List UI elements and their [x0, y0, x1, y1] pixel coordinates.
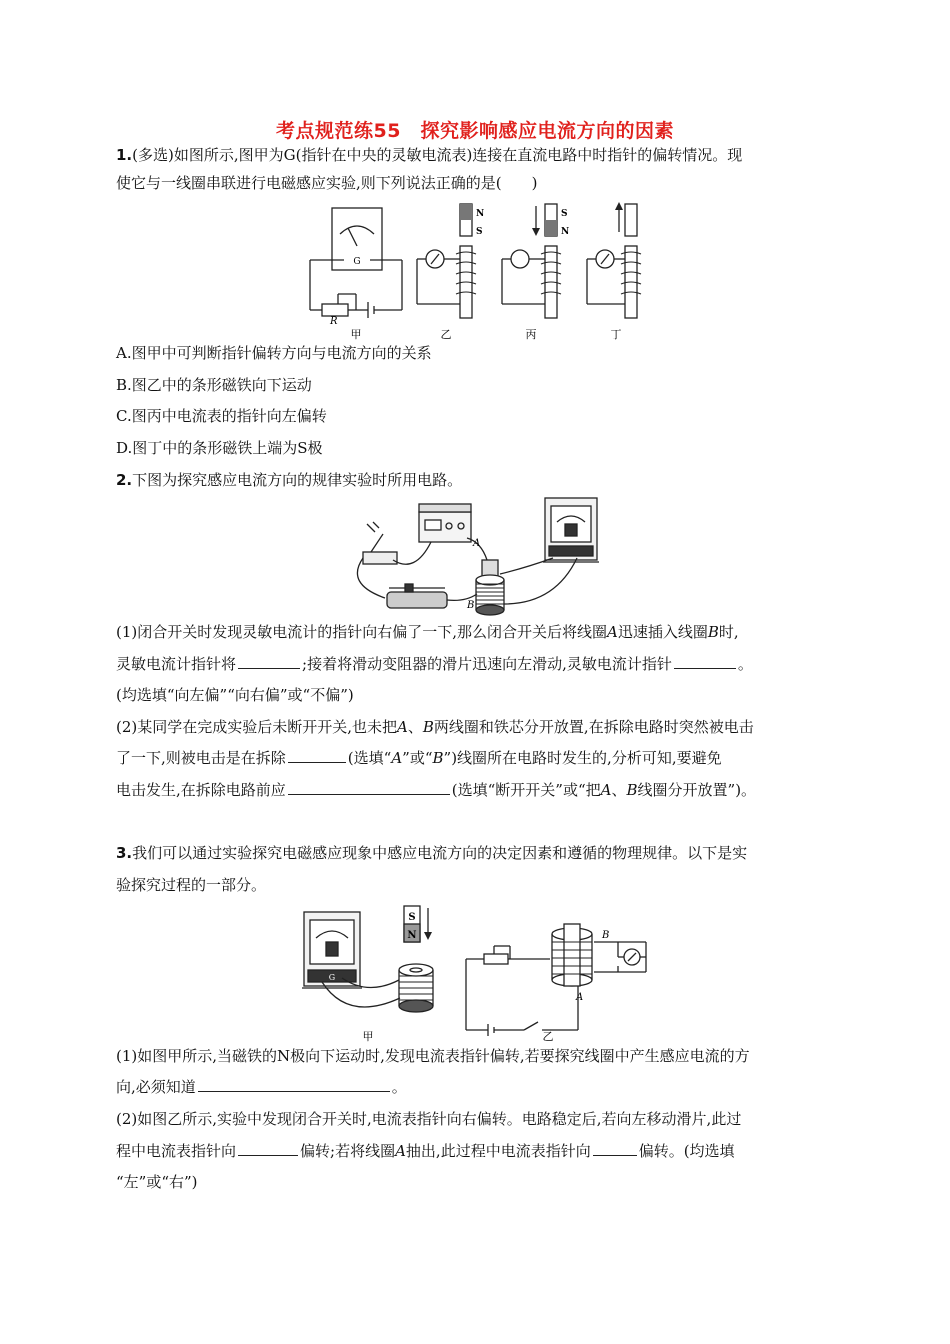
q2-text: ”或“ — [402, 749, 433, 767]
coil-a-ref: A — [391, 749, 403, 767]
q3-stem-line1 — [116, 843, 747, 863]
q2-text: ;接着将滑动变阻器的滑片迅速向左滑动,灵敏电流计指针 — [302, 655, 672, 673]
q2-text: 电击发生,在拆除电路前应 — [116, 781, 286, 799]
q2-part1-line2 — [116, 654, 753, 674]
coil-b-ref: B — [707, 623, 719, 641]
q2-text: (2)某同学在完成实验后未断开开关,也未把 — [116, 718, 398, 736]
q1-figure — [300, 198, 650, 344]
answer-blank[interactable] — [288, 748, 346, 763]
page-title: 考点规范练55 探究影响感应电流方向的因素 — [276, 120, 674, 142]
answer-blank[interactable] — [238, 1141, 298, 1156]
coil-a-ref: A — [395, 1142, 406, 1160]
fig1-jia-label: 甲 — [350, 328, 362, 341]
q2-text: 、 — [611, 781, 627, 799]
answer-blank[interactable] — [198, 1077, 390, 1092]
answer-blank[interactable] — [674, 654, 736, 669]
q2-part1-line1 — [116, 622, 739, 642]
q1-stem-line2 — [116, 173, 537, 193]
q2-text: 两线圈和铁芯分开放置,在拆除电路时突然被电击 — [433, 718, 754, 736]
q2-stem-text: 下图为探究感应电流方向的规律实验时所用电路。 — [132, 471, 463, 489]
q3-text: 偏转。(均选填 — [638, 1142, 735, 1160]
q1-number: 1. — [116, 146, 133, 164]
q2-text: ”)线圈所在电路时发生的,分析可知,要避免 — [443, 749, 722, 767]
q3-part2-line1: (2)如图乙所示,实验中发现闭合开关时,电流表指针向右偏转。电路稳定后,若向左移动滑片,此过 — [116, 1110, 742, 1128]
q2-text: 、 — [407, 718, 423, 736]
answer-blank[interactable] — [593, 1141, 637, 1156]
q1-text-1: (多选)如图所示,图甲为G(指针在中央的灵敏电流表)连接在直流电路中时指针的偏转情况。现 — [132, 146, 743, 164]
fig3-n-label: N — [407, 930, 417, 941]
q3-part1-line2 — [116, 1077, 407, 1097]
coil-b-ref: B — [626, 781, 638, 799]
q1-option-c: C.图丙中电流表的指针向左偏转 — [116, 407, 327, 425]
q1-option-d: D.图丁中的条形磁铁上端为S极 — [116, 439, 323, 457]
fig3-g-label: G — [328, 973, 336, 982]
fig1-s-label-2: S — [561, 209, 568, 219]
fig3-jia-label: 甲 — [362, 1030, 374, 1042]
q2-stem — [116, 470, 462, 490]
fig1-g-label: G — [353, 257, 361, 267]
answer-blank[interactable] — [238, 654, 300, 669]
q1-text-2: 使它与一线圈串联进行电磁感应实验,则下列说法正确的是( ) — [116, 174, 538, 192]
q3-text: 。 — [391, 1078, 407, 1096]
fig3-yi-label: 乙 — [542, 1030, 554, 1042]
fig3-b-label: B — [602, 930, 610, 941]
q2-text: (1)闭合开关时发现灵敏电流计的指针向右偏了一下,那么闭合开关后将线圈 — [116, 623, 608, 641]
q3-part2-line2 — [116, 1141, 735, 1161]
q3-text: 程中电流表指针向 — [116, 1142, 237, 1160]
q2-text: (选填“断开开关”或“把 — [451, 781, 601, 799]
fig2-b-label: B — [467, 600, 475, 611]
q2-text: (选填“ — [347, 749, 392, 767]
q2-part1-line3: (均选填“向左偏”“向右偏”或“不偏”) — [116, 686, 354, 704]
fig1-n-label: N — [476, 209, 485, 219]
q3-text: 偏转;若将线圈 — [300, 1142, 396, 1160]
q2-text: 。 — [737, 655, 753, 673]
q1-option-b: B.图乙中的条形磁铁向下运动 — [116, 376, 312, 394]
q2-part2-line1 — [116, 717, 754, 737]
q3-figure — [298, 902, 658, 1042]
fig1-bing-label: 丙 — [525, 328, 537, 341]
fig2-a-label: A — [473, 538, 481, 549]
q2-text: 线圈分开放置”)。 — [637, 781, 757, 799]
q2-part2-line2 — [116, 748, 722, 768]
coil-a-ref: A — [607, 623, 618, 641]
coil-b-ref: B — [422, 718, 434, 736]
q2-part2-line3 — [116, 780, 756, 800]
q2-text: 了一下,则被电击是在拆除 — [116, 749, 286, 767]
fig1-s-label: S — [476, 227, 483, 237]
fig1-yi-label: 乙 — [440, 328, 452, 341]
q2-text: 时, — [718, 623, 739, 641]
q3-part2-line3: “左”或“右”) — [116, 1173, 198, 1191]
coil-a-ref: A — [600, 781, 612, 799]
fig1-n-label-2: N — [561, 227, 570, 237]
answer-blank[interactable] — [288, 780, 450, 795]
fig3-s-label: S — [408, 912, 416, 923]
coil-b-ref: B — [432, 749, 444, 767]
q2-text: 迅速插入线圈 — [617, 623, 708, 641]
q1-option-a: A.图甲中可判断指针偏转方向与电流方向的关系 — [116, 344, 432, 362]
q3-part1-line1: (1)如图甲所示,当磁铁的N极向下运动时,发现电流表指针偏转,若要探究线圈中产生感应电流的方 — [116, 1047, 750, 1065]
q2-text: 灵敏电流计指针将 — [116, 655, 237, 673]
q2-figure — [345, 494, 605, 618]
q3-number: 3. — [116, 844, 133, 862]
q2-number: 2. — [116, 471, 133, 489]
fig1-ding-label: 丁 — [610, 328, 622, 341]
q3-text: 抽出,此过程中电流表指针向 — [405, 1142, 591, 1160]
q1-stem-line1 — [116, 145, 742, 165]
q3-stem-line2: 验探究过程的一部分。 — [116, 876, 267, 894]
fig3-a-label: A — [576, 992, 584, 1003]
q3-text-1: 我们可以通过实验探究电磁感应现象中感应电流方向的决定因素和遵循的物理规律。以下是实 — [132, 844, 748, 862]
coil-a-ref: A — [397, 718, 408, 736]
fig1-r-label: R — [330, 316, 338, 327]
q3-text: 向,必须知道 — [116, 1078, 196, 1096]
